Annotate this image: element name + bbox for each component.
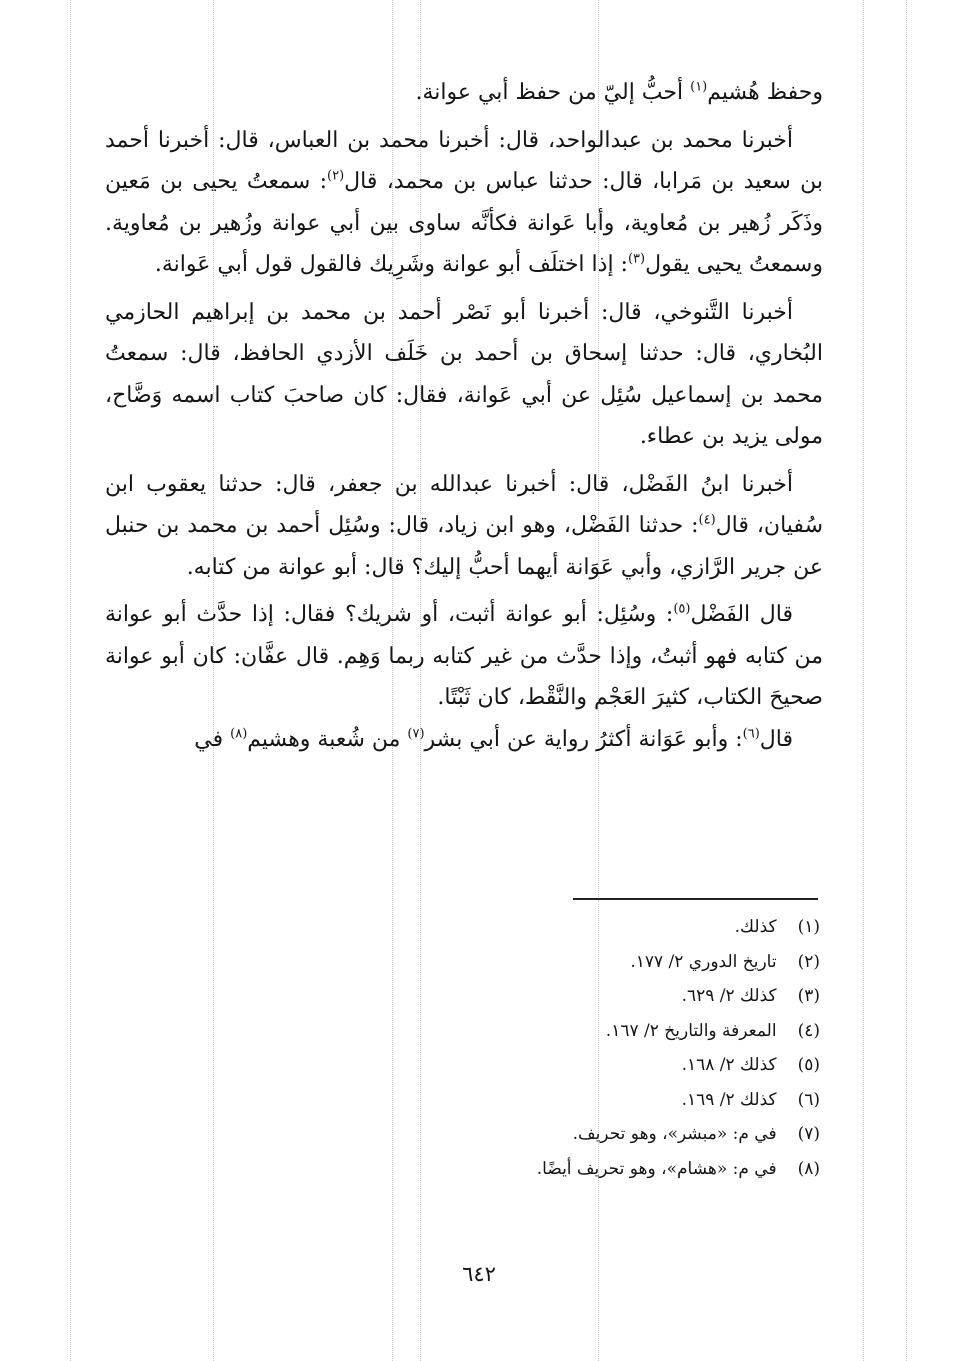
footnote-ref-4[interactable]: (٤) xyxy=(698,512,716,528)
text-run: : إذا اختلَف أبو عوانة وشَرِيك فالقول قول أبي عَوانة. xyxy=(154,252,628,277)
text-run: : حدثنا الفَضْل، وهو ابن زياد، قال: وسُئِل أحمد بن محمد بن حنبل عن جرير الرَّازي، وأبي عَوَانة أيهما أحبُّ إليك؟ قال: أبو عوانة من كتابه. xyxy=(105,513,823,580)
footnote-item xyxy=(300,910,820,945)
footnote-ref-7[interactable]: (٧) xyxy=(407,726,425,742)
footnote-item xyxy=(300,1083,820,1118)
footnote-number: (١) xyxy=(797,917,820,937)
footnote-item xyxy=(300,1014,820,1049)
paragraph-1 xyxy=(105,72,823,114)
footnote-ref-6[interactable]: (٦) xyxy=(742,726,760,742)
footnote-item xyxy=(300,979,820,1014)
footnote-text: في م: «مبشر»، وهو تحريف. xyxy=(572,1124,777,1144)
page-number: ٦٤٢ xyxy=(462,1262,496,1286)
footnote-number: (٤) xyxy=(797,1020,820,1041)
text-run: : وسُئِل: أبو عوانة أثبت، أو شريك؟ فقال: إذا حدَّث أبو عوانة من كتابه فهو أثبتُ، وإذا حدَّث من غير كتابه ربما وَهِم. قال عفَّان: كان أبو عوانة صحيحَ الكتاب، كثيرَ العَجْم والنَّقْط، كان ثَبْتًا. xyxy=(105,602,823,710)
footnote-ref-3[interactable]: (٣) xyxy=(627,251,646,267)
footnote-ref-8[interactable]: (٨) xyxy=(230,726,248,742)
footnote-text: تاريخ الدوري ٢/ ١٧٧. xyxy=(630,951,777,972)
text-run: وحفظ هُشيم xyxy=(707,80,823,105)
scan-guide-line xyxy=(863,0,864,1361)
footnote-ref-1[interactable]: (١) xyxy=(690,79,708,95)
paragraph-2 xyxy=(105,120,823,286)
footnote-ref-2[interactable]: (٢) xyxy=(327,168,345,184)
text-run: قال الفَضْل xyxy=(690,602,793,627)
main-text xyxy=(105,72,823,760)
footnote-text: المعرفة والتاريخ ٢/ ١٦٧. xyxy=(605,1020,777,1041)
paragraph-4 xyxy=(105,464,823,589)
footnote-number: (٧) xyxy=(797,1124,820,1144)
scan-guide-line xyxy=(70,0,71,1361)
footnote-item xyxy=(300,1152,820,1187)
footnotes-list xyxy=(300,910,820,1186)
text-run: أخبرنا التَّنوخي، قال: أخبرنا أبو نَصْر أحمد بن محمد بن إبراهيم الحازمي البُخاري، قال: حدثنا إسحاق بن أحمد بن خَلَف الأزدي الحافظ، قال: سمعتُ محمد بن إسماعيل سُئِل عن أبي عَوانة، فقال: كان صاحبَ كتاب اسمه وَضَّاح، مولى يزيد بن عطاء. xyxy=(105,299,823,449)
footnote-item xyxy=(300,945,820,980)
footnote-divider xyxy=(573,898,818,900)
text-run: من شُعبة وهشيم xyxy=(247,726,408,752)
text-run: : وأبو عَوَانة أكثرُ رواية عن أبي بشر xyxy=(424,726,743,752)
footnote-item xyxy=(300,1117,820,1152)
footnote-number: (٣) xyxy=(797,986,820,1006)
footnote-text: في م: «هشام»، وهو تحريف أيضًا. xyxy=(536,1158,777,1179)
paragraph-3 xyxy=(105,292,823,458)
footnote-text: كذلك ٢/ ١٦٨. xyxy=(681,1055,777,1075)
footnote-number: (٦) xyxy=(797,1089,820,1110)
scan-guide-line xyxy=(906,0,907,1361)
text-run: أخبرنا محمد بن عبدالواحد، قال: أخبرنا محمد بن العباس، قال: أخبرنا أحمد بن سعيد بن مَرابا، قال: حدثنا عباس بن محمد، قال xyxy=(105,127,823,194)
footnote-ref-5[interactable]: (٥) xyxy=(673,601,691,617)
footnote-text: كذلك ٢/ ٦٢٩. xyxy=(681,986,777,1006)
paragraph-6 xyxy=(105,719,823,761)
footnote-item xyxy=(300,1048,820,1083)
text-run: قال xyxy=(759,726,793,752)
text-run: أحبُّ إليّ من حفظ أبي عوانة. xyxy=(415,80,691,105)
footnote-text: كذلك ٢/ ١٦٩. xyxy=(681,1089,777,1110)
paragraph-5 xyxy=(105,594,823,719)
text-run: : سمعتُ يحيى بن مَعين وذَكَر زُهير بن مُعاوية، وأبا عَوانة فكأنَّه ساوى بين أبي عوانة وزُهير بن مُعاوية. وسمعتُ يحيى يقول xyxy=(105,169,823,277)
footnote-number: (٨) xyxy=(797,1158,820,1179)
footnote-text: كذلك. xyxy=(734,917,777,937)
footnote-number: (٢) xyxy=(797,951,820,972)
text-run: أخبرنا ابنُ الفَضْل، قال: أخبرنا عبدالله بن جعفر، قال: حدثنا يعقوب ابن سُفيان، قال xyxy=(105,471,823,538)
text-run: في xyxy=(194,726,231,752)
footnote-number: (٥) xyxy=(797,1055,820,1075)
